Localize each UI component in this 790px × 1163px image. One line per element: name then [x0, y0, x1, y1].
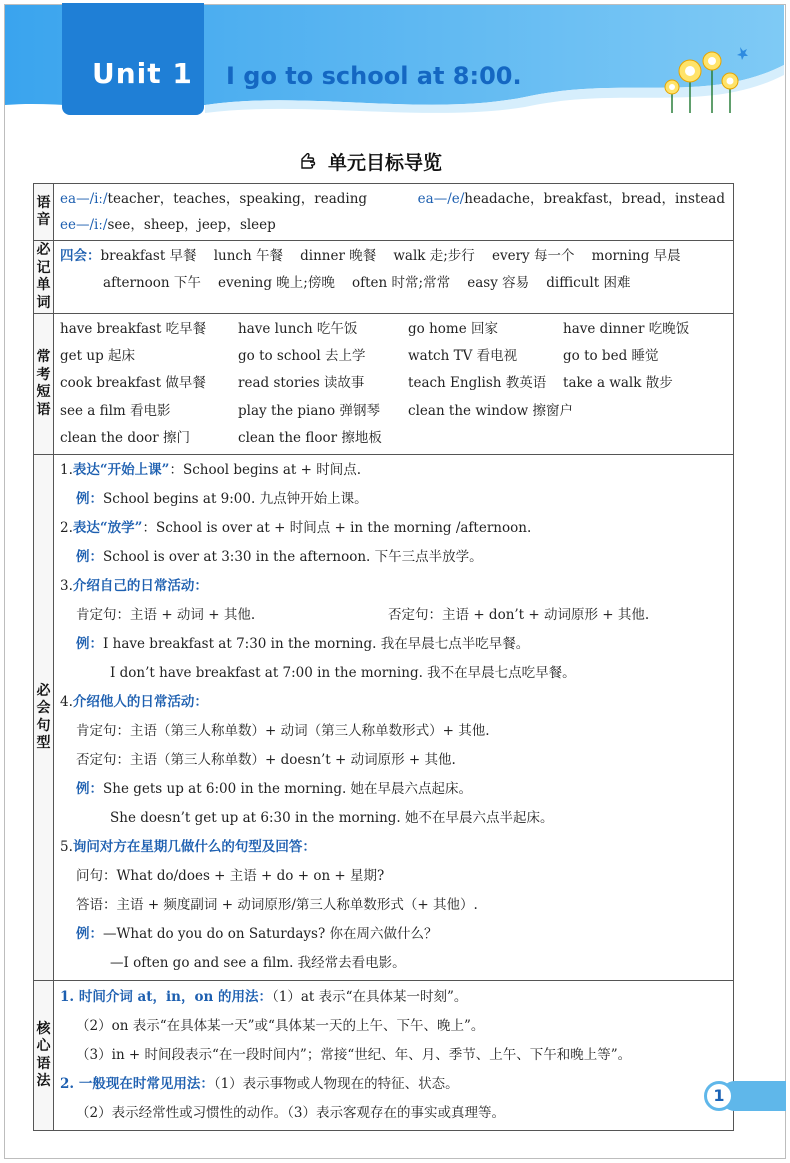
question-rule: 问句：What do/does + 主语 + do + on + 星期? — [76, 868, 385, 885]
phrase-item: watch TV 看电视 — [408, 348, 518, 365]
flowers-decoration-icon — [660, 43, 750, 115]
row-label-pronunciation: 语音 — [34, 184, 54, 241]
label-part: 单词 — [36, 277, 51, 311]
label-part: 型 — [36, 735, 51, 752]
phrase-item: read stories 读故事 — [238, 375, 365, 392]
label-part: 核 — [36, 1020, 51, 1037]
example-text: She doesn’t get up at 6:30 in the morning. 她不在早晨六点半起床。 — [110, 810, 554, 827]
example-tag: 例： — [76, 926, 104, 943]
words-line: afternoon 下午 evening 晚上;傍晚 often 时常;常常 easy 容易 difficult 困难 — [103, 275, 631, 291]
row-label-grammar — [34, 981, 54, 1131]
item-number: 1. — [60, 462, 73, 479]
phrase-item: have lunch 吃午饭 — [238, 321, 358, 337]
phrase-item: clean the window 擦窗户 — [408, 402, 574, 419]
item-number: 5. — [60, 839, 73, 856]
label-part: 心 — [36, 1038, 51, 1055]
phrase-item: see a film 看电影 — [60, 402, 171, 419]
phonics-words: see，sheep，jeep，sleep — [107, 217, 276, 233]
phrase-item: clean the door 擦门 — [60, 429, 190, 446]
label-part: 短 — [36, 384, 51, 400]
phonics-words: headache，breakfast，bread，instead — [464, 191, 725, 207]
sentence-rule: ：School begins at + 时间点. — [169, 462, 361, 479]
page-number: 1 — [704, 1081, 734, 1111]
phrase-item: have breakfast 吃早餐 — [60, 321, 207, 337]
pointing-hand-icon — [300, 153, 322, 171]
grammar-content — [54, 981, 734, 1131]
negative-rule: 否定句：主语（第三人称单数）+ doesn’t + 动词原形 + 其他. — [76, 752, 456, 769]
example-text: I don’t have breakfast at 7:00 in the morning. 我不在早晨七点吃早餐。 — [110, 665, 576, 682]
negative-rule: 否定句：主语 + don’t + 动词原形 + 其他. — [388, 607, 650, 624]
sentences-content — [54, 455, 734, 981]
label-part: 考 — [36, 366, 51, 383]
example-tag: 例： — [76, 636, 104, 653]
label-part: 会 — [36, 700, 51, 717]
phrase-item: go to school 去上学 — [238, 348, 366, 365]
example-tag: 例： — [76, 781, 104, 798]
phonics-key: ee—/iː/ — [60, 217, 108, 233]
grammar-title: 1. 时间介词 at，in，on 的用法： — [60, 989, 272, 1006]
grammar-text: （2）表示经常性或习惯性的动作。（3）表示客观存在的事实或真理等。 — [76, 1105, 505, 1122]
phrase-item: take a walk 散步 — [563, 375, 673, 392]
phrase-item — [563, 425, 725, 452]
affirmative-rule: 肯定句：主语 + 动词 + 其他. — [76, 607, 256, 624]
sentence-rule: ：School is over at + 时间点 + in the morning /afternoon. — [142, 520, 532, 537]
section-title — [300, 148, 442, 175]
words-tag: 四会： — [60, 248, 101, 264]
phrase-item — [408, 425, 563, 452]
phrase-item — [563, 398, 725, 425]
words-line: breakfast 早餐 lunch 午餐 dinner 晚餐 walk 走;步行 every 每一个 morning 早晨 — [100, 248, 681, 264]
pronunciation-content — [54, 184, 734, 241]
grammar-text: （3）in + 时间段表示“在一段时间内”；常接“世纪、年、月、季节、上午、下午和晚上等”。 — [76, 1047, 632, 1064]
label-part: 常 — [36, 349, 51, 365]
example-text: School is over at 3:30 in the afternoon. 下午三点半放学。 — [103, 549, 483, 566]
section-title-text: 单元目标导览 — [328, 152, 443, 174]
example-tag: 例： — [76, 491, 104, 508]
example-text: She gets up at 6:00 in the morning. 她在早晨六点起床。 — [103, 781, 473, 798]
label-part: 句 — [36, 717, 51, 734]
item-number: 4. — [60, 694, 73, 711]
grammar-title: 2. 一般现在时常见用法： — [60, 1076, 214, 1093]
sentence-title: 介绍自己的日常活动： — [72, 578, 208, 595]
phrase-grid — [60, 316, 725, 452]
example-text: —I often go and see a film. 我经常去看电影。 — [110, 955, 406, 972]
grammar-text: （2）on 表示“在具体某一天”或“具体某一天的上午、下午、晚上”。 — [76, 1018, 485, 1035]
row-sentences — [34, 455, 734, 981]
item-number: 3. — [60, 578, 73, 595]
words-content — [54, 241, 734, 314]
phonics-key: ea—/e/ — [417, 191, 465, 207]
phrase-item: have dinner 吃晚饭 — [563, 321, 690, 337]
row-pronunciation — [34, 184, 734, 241]
example-text: —What do you do on Saturdays? 你在周六做什么？ — [103, 926, 438, 943]
sentence-title: 介绍他人的日常活动： — [72, 694, 208, 711]
phrase-item: go to bed 睡觉 — [563, 348, 659, 365]
grammar-text: （1）表示事物或人物现在的特征、状态。 — [213, 1076, 459, 1093]
affirmative-rule: 肯定句：主语（第三人称单数）+ 动词（第三人称单数形式）+ 其他. — [76, 723, 490, 740]
unit-label: Unit 1 — [92, 57, 193, 90]
row-grammar — [34, 981, 734, 1131]
page-number-badge — [700, 1077, 786, 1115]
grammar-text: （1）at 表示“在具体某一时刻”。 — [271, 989, 468, 1006]
row-phrases — [34, 314, 734, 455]
example-tag: 例： — [76, 549, 104, 566]
row-label-sentences — [34, 455, 54, 981]
phrase-item: clean the floor 擦地板 — [238, 429, 382, 446]
row-label-words — [34, 241, 54, 314]
sentence-title: 询问对方在星期几做什么的句型及回答： — [72, 839, 316, 856]
row-words — [34, 241, 734, 314]
answer-rule: 答语：主语 + 频度副词 + 动词原形/第三人称单数形式（+ 其他）. — [76, 897, 478, 914]
row-label-phrases — [34, 314, 54, 455]
phrase-item: go home 回家 — [408, 321, 498, 337]
label-part: 语 — [36, 1055, 51, 1072]
example-text: I have breakfast at 7:30 in the morning. 我在早晨七点半吃早餐。 — [103, 636, 530, 653]
phrases-content — [54, 314, 734, 455]
phrase-item: cook breakfast 做早餐 — [60, 375, 206, 392]
phrase-item: get up 起床 — [60, 348, 136, 365]
item-number: 2. — [60, 520, 73, 537]
label-part: 语 — [36, 401, 51, 418]
label-part: 必 — [36, 682, 51, 699]
label-part: 法 — [36, 1073, 51, 1090]
label-part: 必记 — [36, 242, 51, 276]
phrase-item: play the piano 弹钢琴 — [238, 402, 380, 419]
example-text: School begins at 9:00. 九点钟开始上课。 — [103, 491, 368, 508]
sentence-title: 表达“开始上课” — [72, 462, 170, 479]
sentence-title: 表达“放学” — [72, 520, 143, 537]
phrase-item: teach English 教英语 — [408, 375, 547, 392]
phonics-words: teacher，teaches，speaking，reading — [107, 191, 368, 207]
overview-table — [33, 183, 734, 1131]
unit-title: I go to school at 8:00. — [226, 62, 522, 90]
phonics-key: ea—/iː/ — [60, 191, 108, 207]
